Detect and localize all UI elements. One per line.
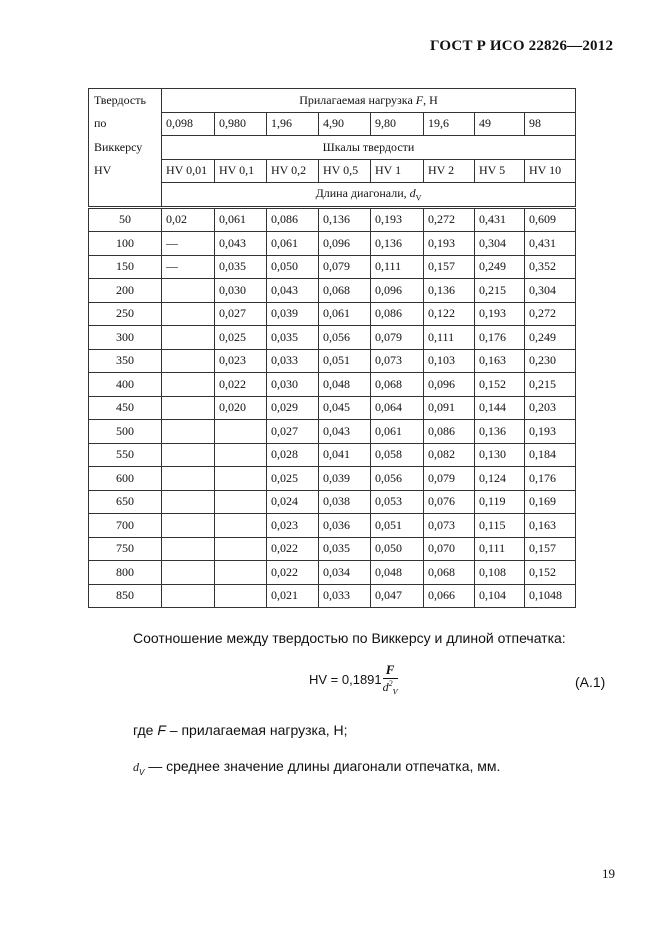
load-cell: 98 xyxy=(525,112,576,136)
stub-line-3: Виккерсу xyxy=(89,136,162,160)
diagonal-cell: 0,025 xyxy=(267,467,319,491)
diagonal-cell: 0,023 xyxy=(215,349,267,373)
document-code: ГОСТ Р ИСО 22826—2012 xyxy=(430,38,614,54)
diagonal-cell: 0,111 xyxy=(371,255,424,279)
diagonal-cell: 0,304 xyxy=(525,279,576,303)
diagonal-cell: 0,144 xyxy=(475,396,525,420)
diagonal-cell: 0,050 xyxy=(267,255,319,279)
scale-cell: HV 0,2 xyxy=(267,159,319,183)
diagonal-cell: 0,020 xyxy=(215,396,267,420)
diagonal-cell: 0,176 xyxy=(475,326,525,350)
diagonal-cell: 0,035 xyxy=(319,537,371,561)
load-cell: 19,6 xyxy=(424,112,475,136)
diagonal-cell: 0,108 xyxy=(475,561,525,585)
diagonal-cell: 0,039 xyxy=(319,467,371,491)
diagonal-cell: 0,352 xyxy=(525,255,576,279)
loads-row xyxy=(89,112,576,136)
load-cell: 1,96 xyxy=(267,112,319,136)
table-row xyxy=(89,537,576,561)
diagonal-cell: 0,033 xyxy=(267,349,319,373)
load-cell: 9,80 xyxy=(371,112,424,136)
diagonal-cell: 0,033 xyxy=(319,584,371,608)
diagonal-cell: 0,043 xyxy=(267,279,319,303)
diagonal-cell xyxy=(215,420,267,444)
diagonal-cell: 0,076 xyxy=(424,490,475,514)
diagonal-cell xyxy=(162,326,215,350)
diagonal-cell xyxy=(162,490,215,514)
diagonal-cell: 0,022 xyxy=(267,537,319,561)
diagonal-cell: 0,115 xyxy=(475,514,525,538)
diagonal-cell: 0,061 xyxy=(319,302,371,326)
table-row xyxy=(89,349,576,373)
diagonal-cell xyxy=(162,420,215,444)
diagonal-cell: 0,193 xyxy=(475,302,525,326)
stub-line-1: Твердость xyxy=(89,89,162,113)
where-d: $d_V$ — среднее значение длины диагонали отпечатка, мм. xyxy=(133,758,501,777)
diagonal-cell xyxy=(215,537,267,561)
diagonal-cell: 0,061 xyxy=(371,420,424,444)
diagonal-cell: 0,02 xyxy=(162,207,215,232)
diagonal-cell: 0,193 xyxy=(525,420,576,444)
hv-value-cell: 100 xyxy=(89,232,162,256)
diagonal-cell: 0,215 xyxy=(475,279,525,303)
diagonal-cell: 0,096 xyxy=(319,232,371,256)
diagonal-cell: 0,193 xyxy=(371,207,424,232)
diagonal-cell: 0,050 xyxy=(371,537,424,561)
hv-value-cell: 850 xyxy=(89,584,162,608)
diagonal-cell: 0,061 xyxy=(215,207,267,232)
diagonal-cell: 0,021 xyxy=(267,584,319,608)
diagonal-cell: 0,111 xyxy=(424,326,475,350)
diagonal-cell: 0,119 xyxy=(475,490,525,514)
diagonal-cell: 0,176 xyxy=(525,467,576,491)
table-row xyxy=(89,561,576,585)
diagonal-cell: 0,086 xyxy=(424,420,475,444)
hv-value-cell: 600 xyxy=(89,467,162,491)
diagonal-cell: 0,249 xyxy=(525,326,576,350)
diagonal-cell: 0,073 xyxy=(371,349,424,373)
hv-value-cell: 700 xyxy=(89,514,162,538)
diagonal-cell: 0,034 xyxy=(319,561,371,585)
scale-cell: HV 0,5 xyxy=(319,159,371,183)
diagonal-cell: 0,039 xyxy=(267,302,319,326)
diagonal-cell: 0,1048 xyxy=(525,584,576,608)
table-row xyxy=(89,207,576,232)
diagonal-cell: 0,103 xyxy=(424,349,475,373)
diagonal-cell: 0,157 xyxy=(525,537,576,561)
diagonal-cell: 0,304 xyxy=(475,232,525,256)
formula-fraction xyxy=(383,662,398,696)
diagonal-cell xyxy=(162,584,215,608)
diagonal-cell: 0,048 xyxy=(371,561,424,585)
diagonal-cell: 0,027 xyxy=(215,302,267,326)
diagonal-cell: 0,061 xyxy=(267,232,319,256)
diagonal-cell: 0,096 xyxy=(424,373,475,397)
diagonal-cell: 0,028 xyxy=(267,443,319,467)
diagonal-cell: 0,272 xyxy=(525,302,576,326)
diagonal-cell: 0,038 xyxy=(319,490,371,514)
diagonal-cell: 0,230 xyxy=(525,349,576,373)
table-row xyxy=(89,232,576,256)
diagonal-cell: 0,096 xyxy=(371,279,424,303)
diagonal-cell: 0,082 xyxy=(424,443,475,467)
table-row xyxy=(89,443,576,467)
diagonal-cell: 0,045 xyxy=(319,396,371,420)
diagonal-cell: 0,041 xyxy=(319,443,371,467)
diagonal-cell xyxy=(215,584,267,608)
formula-numerator: F xyxy=(385,662,395,677)
diagonal-cell: 0,163 xyxy=(475,349,525,373)
diagonal-cell: 0,023 xyxy=(267,514,319,538)
diagonal-cell xyxy=(215,490,267,514)
diagonal-cell xyxy=(162,443,215,467)
diagonal-cell: — xyxy=(162,232,215,256)
hv-value-cell: 450 xyxy=(89,396,162,420)
diagonal-cell: 0,122 xyxy=(424,302,475,326)
scale-cell: HV 1 xyxy=(371,159,424,183)
table-row xyxy=(89,302,576,326)
diagonal-cell: 0,053 xyxy=(371,490,424,514)
scale-cell: HV 2 xyxy=(424,159,475,183)
diagonal-cell: 0,163 xyxy=(525,514,576,538)
diagonal-cell xyxy=(162,349,215,373)
diagonal-cell xyxy=(215,561,267,585)
load-cell: 4,90 xyxy=(319,112,371,136)
table-body xyxy=(89,207,576,608)
hv-value-cell: 300 xyxy=(89,326,162,350)
diagonal-cell: 0,047 xyxy=(371,584,424,608)
hardness-table xyxy=(88,88,576,608)
diagonal-cell: 0,079 xyxy=(371,326,424,350)
diagonal-cell: 0,027 xyxy=(267,420,319,444)
table-row xyxy=(89,326,576,350)
diagonal-cell: — xyxy=(162,255,215,279)
diagonal-cell: 0,030 xyxy=(267,373,319,397)
load-cell: 49 xyxy=(475,112,525,136)
diagonal-cell: 0,068 xyxy=(424,561,475,585)
diagonal-cell: 0,124 xyxy=(475,467,525,491)
scale-cell: HV 5 xyxy=(475,159,525,183)
table-row xyxy=(89,255,576,279)
diagonal-cell: 0,184 xyxy=(525,443,576,467)
diagonal-cell: 0,056 xyxy=(371,467,424,491)
diagonal-cell: 0,215 xyxy=(525,373,576,397)
diagonal-cell: 0,048 xyxy=(319,373,371,397)
table-row xyxy=(89,467,576,491)
diagonal-cell: 0,058 xyxy=(371,443,424,467)
formula xyxy=(309,662,398,696)
scales-row xyxy=(89,159,576,183)
diagonal-cell: 0,051 xyxy=(371,514,424,538)
hv-value-cell: 350 xyxy=(89,349,162,373)
diagonal-cell xyxy=(215,443,267,467)
diagonal-cell: 0,111 xyxy=(475,537,525,561)
page-number: 19 xyxy=(602,866,615,881)
scale-cell: HV 0,1 xyxy=(215,159,267,183)
formula-denominator: $d^2_V$ xyxy=(382,679,398,697)
load-header: Прилагаемая нагрузка F, Н xyxy=(162,89,576,113)
diagonal-cell xyxy=(215,467,267,491)
diagonal-cell xyxy=(162,561,215,585)
diagonal-cell: 0,193 xyxy=(424,232,475,256)
diagonal-cell: 0,431 xyxy=(525,232,576,256)
diagonal-cell: 0,086 xyxy=(267,207,319,232)
where-f: где F – прилагаемая нагрузка, Н; xyxy=(133,722,348,738)
scale-cell: HV 10 xyxy=(525,159,576,183)
diagonal-cell: 0,152 xyxy=(475,373,525,397)
relation-text: Соотношение между твердостью по Виккерсу и длиной отпечатка: xyxy=(133,630,566,646)
diagonal-cell: 0,070 xyxy=(424,537,475,561)
hv-value-cell: 400 xyxy=(89,373,162,397)
table-row xyxy=(89,373,576,397)
diagonal-cell: 0,029 xyxy=(267,396,319,420)
diagonal-cell: 0,079 xyxy=(424,467,475,491)
table-row xyxy=(89,584,576,608)
diagonal-cell: 0,203 xyxy=(525,396,576,420)
diagonal-cell: 0,104 xyxy=(475,584,525,608)
hv-value-cell: 650 xyxy=(89,490,162,514)
diagonal-cell: 0,136 xyxy=(424,279,475,303)
hv-value-cell: 50 xyxy=(89,207,162,232)
hv-value-cell: 550 xyxy=(89,443,162,467)
diagonal-cell: 0,035 xyxy=(215,255,267,279)
diagonal-cell: 0,073 xyxy=(424,514,475,538)
diagonal-cell xyxy=(162,396,215,420)
diagonal-cell xyxy=(162,537,215,561)
hv-value-cell: 150 xyxy=(89,255,162,279)
hv-value-cell: 200 xyxy=(89,279,162,303)
diagonal-cell xyxy=(162,302,215,326)
diagonal-cell: 0,609 xyxy=(525,207,576,232)
diagonal-cell: 0,136 xyxy=(319,207,371,232)
diagonal-cell: 0,036 xyxy=(319,514,371,538)
diagonal-cell: 0,157 xyxy=(424,255,475,279)
scales-header: Шкалы твердости xyxy=(162,136,576,160)
diagonal-cell: 0,025 xyxy=(215,326,267,350)
diagonal-header: Длина диагонали, $d_V$ xyxy=(162,183,576,208)
hv-value-cell: 250 xyxy=(89,302,162,326)
formula-lhs: HV = 0,1891 xyxy=(309,671,382,687)
stub-line-4: HV xyxy=(89,159,162,183)
diagonal-cell xyxy=(162,467,215,491)
diagonal-cell: 0,043 xyxy=(319,420,371,444)
table-row xyxy=(89,514,576,538)
diagonal-cell: 0,030 xyxy=(215,279,267,303)
load-cell: 0,980 xyxy=(215,112,267,136)
diagonal-cell: 0,130 xyxy=(475,443,525,467)
diagonal-cell: 0,431 xyxy=(475,207,525,232)
diagonal-cell: 0,056 xyxy=(319,326,371,350)
diagonal-cell: 0,091 xyxy=(424,396,475,420)
hv-value-cell: 800 xyxy=(89,561,162,585)
table-row xyxy=(89,490,576,514)
diagonal-cell xyxy=(162,514,215,538)
diagonal-cell: 0,079 xyxy=(319,255,371,279)
table-row xyxy=(89,279,576,303)
stub-blank xyxy=(89,183,162,208)
diagonal-cell: 0,066 xyxy=(424,584,475,608)
diagonal-cell: 0,022 xyxy=(267,561,319,585)
diagonal-cell: 0,169 xyxy=(525,490,576,514)
diagonal-cell: 0,068 xyxy=(319,279,371,303)
diagonal-cell: 0,064 xyxy=(371,396,424,420)
diagonal-cell: 0,035 xyxy=(267,326,319,350)
diagonal-cell: 0,152 xyxy=(525,561,576,585)
equation-number: (А.1) xyxy=(575,674,606,690)
table-row xyxy=(89,396,576,420)
diagonal-cell: 0,249 xyxy=(475,255,525,279)
diagonal-cell: 0,272 xyxy=(424,207,475,232)
diagonal-cell: 0,051 xyxy=(319,349,371,373)
diagonal-cell: 0,136 xyxy=(371,232,424,256)
scale-cell: HV 0,01 xyxy=(162,159,215,183)
diagonal-cell xyxy=(215,514,267,538)
diagonal-cell xyxy=(162,279,215,303)
hv-value-cell: 750 xyxy=(89,537,162,561)
diagonal-cell: 0,068 xyxy=(371,373,424,397)
diagonal-cell: 0,136 xyxy=(475,420,525,444)
diagonal-cell: 0,024 xyxy=(267,490,319,514)
diagonal-cell xyxy=(162,373,215,397)
diagonal-cell: 0,086 xyxy=(371,302,424,326)
table-row xyxy=(89,420,576,444)
hv-value-cell: 500 xyxy=(89,420,162,444)
load-cell: 0,098 xyxy=(162,112,215,136)
stub-line-2: по xyxy=(89,112,162,136)
diagonal-cell: 0,022 xyxy=(215,373,267,397)
diagonal-cell: 0,043 xyxy=(215,232,267,256)
